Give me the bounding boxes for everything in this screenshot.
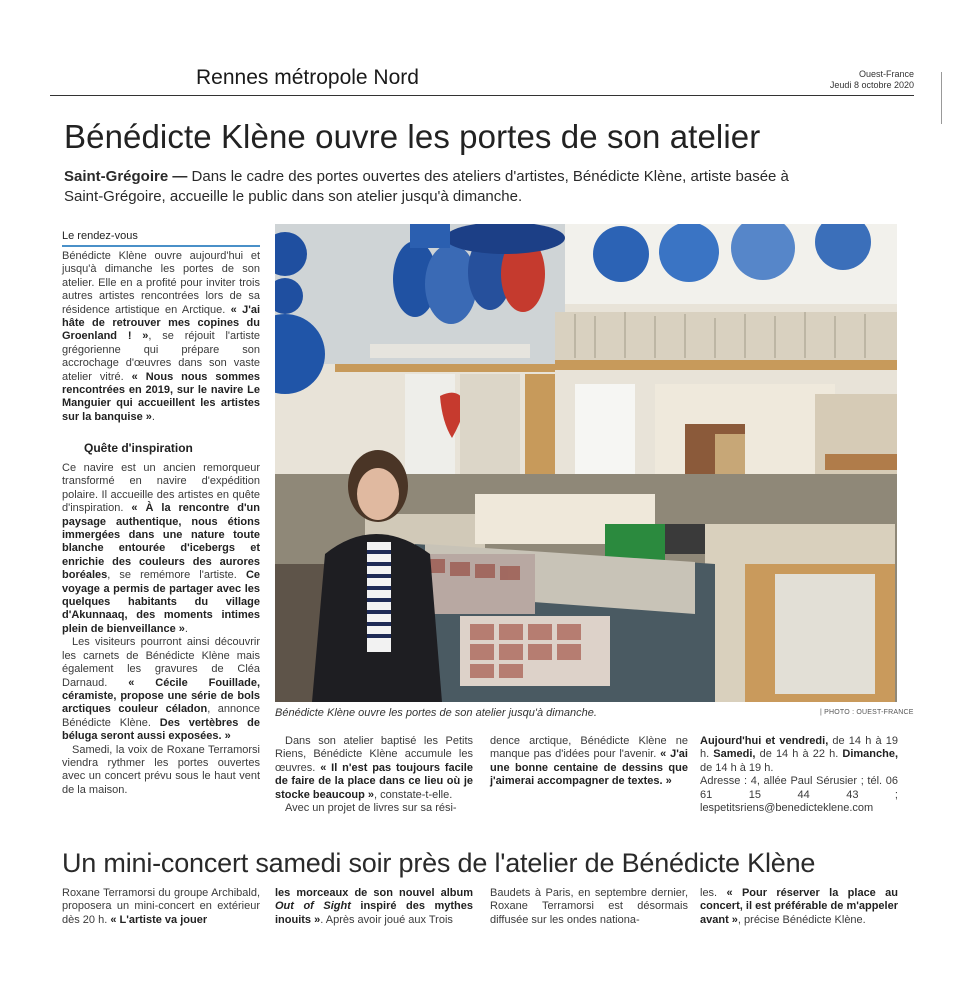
p3-quote-2: Des vertèbres de béluga seront aussi exposées. » — [62, 716, 260, 743]
p1-quote-1: « J'ai hâte de retrouver mes copines du Groenland ! » — [62, 303, 260, 343]
p1-end: . — [151, 410, 155, 423]
margin-rule — [941, 72, 942, 124]
p2-text-2: , se remémore l'artiste. — [107, 569, 246, 582]
column-1-top — [62, 250, 260, 424]
album-title: Out of Sight — [275, 900, 351, 913]
publication-date: Jeudi 8 octobre 2020 — [829, 80, 914, 90]
c2-end: , constate-t-elle. — [374, 788, 453, 801]
c2-p2: Avec un projet de livres sur sa rési- — [285, 802, 457, 815]
a2-c4-end: , précise Bénédicte Klène. — [737, 913, 866, 926]
p3-text: Les visiteurs pourront ainsi découvrir les carnets de Bénédicte Klène mais également les gravures de Cléa Darnaud. — [62, 636, 260, 689]
lead-location: Saint-Grégoire — — [64, 168, 188, 185]
lead-text: Dans le cadre des portes ouvertes des ateliers d'artistes, Bénédicte Klène, artiste basée à Saint-Grégoire, accueille le public dans son atelier jusqu'à dimanche. — [64, 168, 789, 205]
p2-end: . — [184, 622, 188, 635]
p2-quote-2: Ce voyage a permis de partager avec les quelques habitants du village d'Akunnaaq, des moments intimes plein de bienveillance » — [62, 569, 260, 635]
address: Adresse : 4, allée Paul Sérusier ; tél. 06 61 15 44 43 ; lespetitsriens@benedicteklene.com — [700, 775, 898, 815]
section-name: Rennes métropole Nord — [196, 66, 419, 89]
publication-name: Ouest-France — [858, 69, 914, 79]
sidebar-rule — [62, 245, 260, 247]
hours-3: de 14 h à 19 h. — [700, 761, 774, 774]
a2-c4-quote: « Pour réserver la place au concert, il est préférable de m'appeler avant » — [700, 887, 898, 926]
p2-text: Ce navire est un ancien remorqueur transformé en navire d'expédition polaire. Il accueille des artistes en quête d'inspiration. — [62, 462, 260, 515]
article2-column-2 — [275, 887, 473, 927]
photo-caption: Bénédicte Klène ouvre les portes de son atelier jusqu'à dimanche. — [275, 707, 597, 719]
p1-quote-2: « Nous nous sommes rencontrées en 2019, sur le navire Le Manguier qui accueillent les artistes sur la banquise » — [62, 370, 260, 423]
a2-c2-text: . Après avoir joué aux Trois — [320, 913, 453, 926]
c2-text: Dans son atelier baptisé les Petits Riens, Bénédicte Klène accumule les œuvres. — [275, 735, 473, 774]
photo-credit: | PHOTO : OUEST-FRANCE — [820, 709, 914, 716]
hours-label-1: Aujourd'hui et vendredi, — [700, 735, 829, 747]
hours-label-3: Dimanche, — [842, 748, 899, 761]
column-3 — [490, 735, 688, 789]
article2-column-3: Baudets à Paris, en septembre dernier, Roxane Terramorsi est désormais diffusée sur les ondes nationa- — [490, 887, 688, 926]
a2-c1-text: Roxane Terramorsi du groupe Archibald, proposera un mini-concert en extérieur dès 20 h. — [62, 887, 260, 926]
p3-text-2: , annonce Bénédicte Klène. — [62, 703, 260, 729]
subheading: Quête d'inspiration — [84, 441, 193, 455]
headline: Bénédicte Klène ouvre les portes de son atelier — [64, 118, 761, 155]
masthead — [830, 69, 914, 91]
hours-label-2: Samedi, — [713, 748, 756, 761]
c3-text: dence arctique, Bénédicte Klène ne manque pas d'idées pour l'avenir. — [490, 735, 688, 761]
p2-quote-1: « À la rencontre d'un paysage authentique, nous étions immergées dans une nature toute blanche entourée d'icebergs et enrichie des couleurs des aurores boréales — [62, 502, 260, 582]
article2-column-1 — [62, 887, 260, 927]
a2-c4-text: les. — [700, 887, 727, 899]
workshop-photo-illustration — [275, 224, 897, 702]
hours-2: de 14 h à 22 h. — [755, 748, 843, 761]
second-headline: Un mini-concert samedi soir près de l'atelier de Bénédicte Klène — [62, 848, 816, 878]
article-photo — [275, 224, 897, 702]
sidebar-heading: Le rendez-vous — [62, 230, 138, 242]
c3-quote: « J'ai une bonne centaine de dessins que j'aimerai accompagner de textes. » — [490, 748, 688, 788]
lead-paragraph — [64, 167, 824, 207]
a2-c1-quote: « L'artiste va jouer — [110, 913, 208, 926]
column-1-bottom — [62, 462, 260, 797]
hours-1: de 14 h à 19 h. — [700, 735, 898, 761]
header-rule — [50, 95, 914, 96]
a2-c2-quote-1: les morceaux de son nouvel album — [275, 887, 473, 899]
p1-text-2: , se réjouit l'artiste grégorienne qui prépare son accrochage d'œuvres dans son vaste atelier vitré. — [62, 330, 260, 383]
column-4-practical-info — [700, 735, 898, 815]
p3-quote-1: « Cécile Fouillade, céramiste, propose une série de bols arctiques couleur céladon — [62, 676, 260, 716]
a2-c2-quote-2: inspiré des mythes inouits » — [275, 900, 473, 926]
column-2 — [275, 735, 473, 815]
p4: Samedi, la voix de Roxane Terramorsi viendra rythmer les portes ouvertes avec un concert prévu sous le haut vent de la maison. — [62, 743, 260, 796]
p1-text: Bénédicte Klène ouvre aujourd'hui et jusqu'à dimanche les portes de son atelier. Elle en a profité pour inviter trois autres artistes rencontrées lors de sa résidence artistique en Arctique. — [62, 250, 260, 316]
c2-quote: « Il n'est pas toujours facile de faire de la place dans ce lieu où je stocke beaucoup » — [275, 761, 473, 801]
article2-column-4 — [700, 887, 898, 927]
